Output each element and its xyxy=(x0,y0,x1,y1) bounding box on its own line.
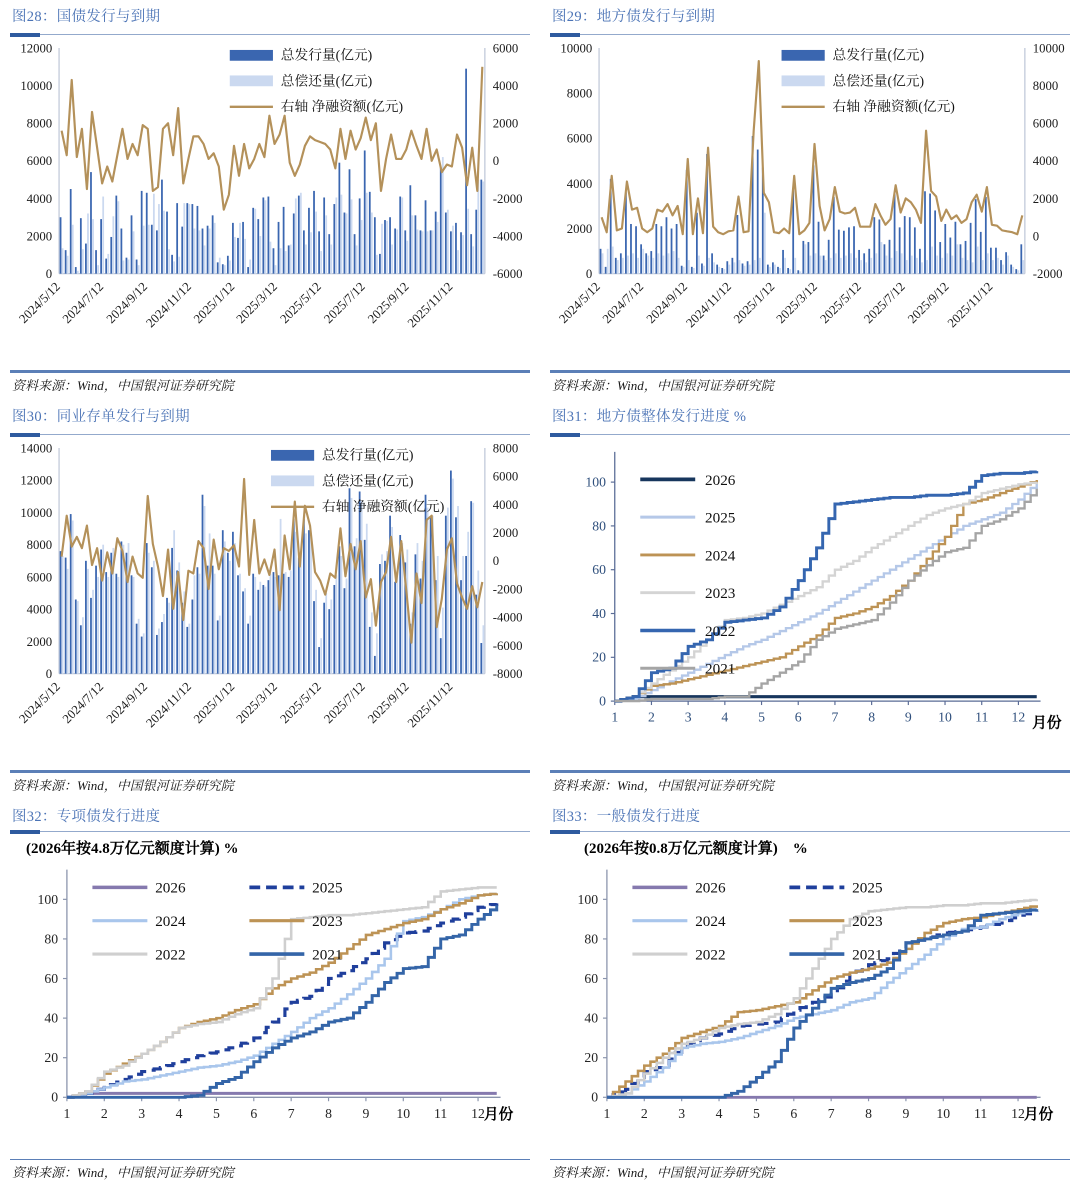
svg-text:6000: 6000 xyxy=(492,469,519,484)
figure-32-title: 图32：专项债发行进度 xyxy=(12,809,161,825)
svg-text:0: 0 xyxy=(1032,229,1040,244)
svg-text:0: 0 xyxy=(599,693,606,709)
svg-text:10: 10 xyxy=(396,1106,411,1122)
svg-text:2023: 2023 xyxy=(312,913,343,931)
svg-text:-2000: -2000 xyxy=(492,191,523,206)
svg-text:4000: 4000 xyxy=(1032,154,1059,169)
svg-text:6: 6 xyxy=(794,709,802,725)
svg-text:2: 2 xyxy=(100,1106,108,1122)
svg-text:12: 12 xyxy=(1011,1106,1025,1122)
figure-33-panel xyxy=(540,800,1080,1187)
svg-text:6000: 6000 xyxy=(566,131,593,146)
svg-text:2021: 2021 xyxy=(852,946,883,964)
svg-text:8000: 8000 xyxy=(566,86,593,101)
svg-text:9: 9 xyxy=(362,1106,370,1122)
svg-text:9: 9 xyxy=(902,1106,910,1122)
title-rule xyxy=(550,830,1070,832)
svg-text:20: 20 xyxy=(44,1050,59,1066)
svg-text:12: 12 xyxy=(471,1106,485,1122)
svg-text:2026: 2026 xyxy=(705,471,736,489)
svg-text:-2000: -2000 xyxy=(1032,267,1063,282)
svg-text:4000: 4000 xyxy=(26,602,53,617)
svg-text:4: 4 xyxy=(721,709,729,725)
svg-text:2025/7/12: 2025/7/12 xyxy=(861,279,908,327)
svg-text:10000: 10000 xyxy=(560,41,593,56)
svg-text:0: 0 xyxy=(492,154,500,169)
svg-text:8000: 8000 xyxy=(26,116,53,131)
svg-text:60: 60 xyxy=(44,971,59,987)
svg-text:1: 1 xyxy=(63,1106,71,1122)
source-note: 资料来源：Wind，中国银河证券研究院 xyxy=(12,1165,234,1180)
svg-text:2025/5/12: 2025/5/12 xyxy=(817,279,864,327)
title-rule xyxy=(10,430,530,435)
svg-text:2026: 2026 xyxy=(155,879,186,897)
figure-30-title: 图30：同业存单发行与到期 xyxy=(12,409,190,425)
svg-text:右轴 净融资额(亿元): 右轴 净融资额(亿元) xyxy=(832,98,955,114)
title-rule xyxy=(10,830,530,832)
svg-text:2000: 2000 xyxy=(26,634,53,649)
svg-text:2026: 2026 xyxy=(695,879,726,897)
svg-text:0: 0 xyxy=(492,554,500,569)
svg-text:2024/11/12: 2024/11/12 xyxy=(143,279,195,331)
svg-text:7: 7 xyxy=(287,1106,295,1122)
source-note: 资料来源：Wind，中国银河证券研究院 xyxy=(552,378,774,393)
svg-text:8: 8 xyxy=(868,709,876,725)
svg-text:100: 100 xyxy=(577,891,599,907)
svg-text:2000: 2000 xyxy=(492,526,519,541)
figure-32-chart xyxy=(10,859,530,1159)
svg-text:月份: 月份 xyxy=(483,1107,514,1124)
svg-text:4: 4 xyxy=(175,1106,183,1122)
figure-30-chart xyxy=(10,437,530,769)
svg-text:7: 7 xyxy=(827,1106,835,1122)
svg-text:2000: 2000 xyxy=(566,221,593,236)
figure-28-panel xyxy=(0,0,540,400)
svg-text:80: 80 xyxy=(592,518,606,534)
svg-text:2024/7/12: 2024/7/12 xyxy=(59,679,107,727)
svg-text:4: 4 xyxy=(715,1106,723,1122)
svg-text:2025/5/12: 2025/5/12 xyxy=(277,279,324,327)
svg-text:2021: 2021 xyxy=(705,660,736,678)
svg-text:2024/7/12: 2024/7/12 xyxy=(599,279,647,327)
figure-33-chart xyxy=(550,859,1070,1159)
source-note: 资料来源：Wind，中国银河证券研究院 xyxy=(12,378,234,393)
svg-text:2024/9/12: 2024/9/12 xyxy=(103,279,151,327)
svg-text:3: 3 xyxy=(684,709,692,725)
svg-text:4000: 4000 xyxy=(566,176,593,191)
svg-text:-6000: -6000 xyxy=(492,267,523,282)
svg-text:4000: 4000 xyxy=(492,497,519,512)
title-rule xyxy=(550,30,1070,35)
svg-text:6000: 6000 xyxy=(1032,116,1059,131)
svg-text:2: 2 xyxy=(648,709,655,725)
svg-text:11: 11 xyxy=(975,709,989,725)
figure-29-panel xyxy=(540,0,1080,400)
svg-text:60: 60 xyxy=(592,562,606,578)
rule-accent xyxy=(550,433,580,437)
svg-text:1: 1 xyxy=(603,1106,611,1122)
svg-text:10000: 10000 xyxy=(20,79,53,94)
svg-text:右轴 净融资额(亿元): 右轴 净融资额(亿元) xyxy=(322,498,445,514)
svg-text:10: 10 xyxy=(938,709,952,725)
svg-text:8000: 8000 xyxy=(26,538,53,553)
svg-text:8: 8 xyxy=(865,1106,872,1122)
svg-text:6000: 6000 xyxy=(26,154,53,169)
svg-text:2025: 2025 xyxy=(705,509,736,527)
svg-text:总偿还量(亿元): 总偿还量(亿元) xyxy=(322,473,414,489)
svg-text:2024: 2024 xyxy=(695,913,726,931)
svg-text:20: 20 xyxy=(584,1050,599,1066)
figure-31-title: 图31：地方债整体发行进度 % xyxy=(552,409,747,425)
svg-text:2024/5/12: 2024/5/12 xyxy=(16,279,63,327)
svg-text:6: 6 xyxy=(250,1106,258,1122)
svg-text:月份: 月份 xyxy=(1032,715,1062,732)
svg-text:2024/9/12: 2024/9/12 xyxy=(103,679,151,727)
svg-text:2024/5/12: 2024/5/12 xyxy=(16,679,63,727)
svg-text:8000: 8000 xyxy=(1032,79,1059,94)
title-rule xyxy=(550,430,1070,435)
svg-text:2023: 2023 xyxy=(852,913,883,931)
svg-text:9: 9 xyxy=(904,709,912,725)
svg-text:2025/1/12: 2025/1/12 xyxy=(730,279,778,327)
svg-text:2024: 2024 xyxy=(705,547,736,565)
svg-text:2025: 2025 xyxy=(852,879,883,897)
svg-text:右轴 净融资额(亿元): 右轴 净融资额(亿元) xyxy=(280,98,404,114)
svg-text:2022: 2022 xyxy=(155,946,186,964)
svg-text:总偿还量(亿元): 总偿还量(亿元) xyxy=(280,73,373,89)
rule-accent xyxy=(10,830,40,834)
svg-text:2022: 2022 xyxy=(695,946,726,964)
svg-text:2025/1/12: 2025/1/12 xyxy=(190,279,238,327)
source-note: 资料来源：Wind，中国银河证券研究院 xyxy=(552,778,774,793)
svg-text:2024: 2024 xyxy=(155,913,186,931)
figure-28-chart xyxy=(10,37,530,369)
svg-text:100: 100 xyxy=(37,891,59,907)
svg-text:40: 40 xyxy=(584,1010,599,1026)
svg-text:0: 0 xyxy=(45,267,53,282)
svg-text:3: 3 xyxy=(138,1106,146,1122)
svg-text:2000: 2000 xyxy=(1032,191,1059,206)
svg-text:11: 11 xyxy=(434,1106,448,1122)
svg-text:2025/11/12: 2025/11/12 xyxy=(404,679,456,731)
svg-text:2021: 2021 xyxy=(312,946,343,964)
svg-text:2025/1/12: 2025/1/12 xyxy=(190,679,238,727)
svg-text:月份: 月份 xyxy=(1023,1107,1054,1124)
svg-text:2025/7/12: 2025/7/12 xyxy=(321,279,368,327)
svg-text:12: 12 xyxy=(1011,709,1026,725)
figure-29-chart xyxy=(550,37,1070,369)
svg-text:8: 8 xyxy=(325,1106,332,1122)
svg-text:40: 40 xyxy=(592,605,606,621)
svg-text:40: 40 xyxy=(44,1010,59,1026)
figure-32-subtitle: (2026年按4.8万亿元额度计算) % xyxy=(26,841,239,858)
svg-text:2024/5/12: 2024/5/12 xyxy=(556,279,603,327)
svg-text:10000: 10000 xyxy=(20,505,53,520)
figure-28-title: 图28：国债发行与到期 xyxy=(12,9,161,25)
svg-text:5: 5 xyxy=(212,1106,220,1122)
svg-text:0: 0 xyxy=(585,267,593,282)
svg-text:2025/7/12: 2025/7/12 xyxy=(321,679,368,727)
svg-text:8000: 8000 xyxy=(492,441,519,456)
svg-text:2024/7/12: 2024/7/12 xyxy=(59,279,107,327)
svg-text:2023: 2023 xyxy=(705,585,736,603)
svg-text:-2000: -2000 xyxy=(492,582,523,597)
svg-text:2025/9/12: 2025/9/12 xyxy=(365,679,412,727)
figure-33-title: 图33：一般债发行进度 xyxy=(552,809,701,825)
figure-31-chart xyxy=(550,437,1070,769)
figure-31-panel xyxy=(540,400,1080,800)
svg-text:5: 5 xyxy=(752,1106,760,1122)
svg-text:12000: 12000 xyxy=(20,473,53,488)
source-note: 资料来源：Wind，中国银河证券研究院 xyxy=(12,778,234,793)
svg-text:80: 80 xyxy=(44,931,59,947)
svg-text:2025/3/12: 2025/3/12 xyxy=(233,679,281,727)
svg-text:4000: 4000 xyxy=(26,191,53,206)
svg-text:-6000: -6000 xyxy=(492,638,523,653)
svg-text:14000: 14000 xyxy=(20,441,53,456)
svg-text:3: 3 xyxy=(678,1106,686,1122)
svg-text:-8000: -8000 xyxy=(492,667,523,682)
title-rule xyxy=(10,30,530,35)
svg-text:2025/5/12: 2025/5/12 xyxy=(277,679,324,727)
svg-text:2025/11/12: 2025/11/12 xyxy=(404,279,456,331)
svg-text:总发行量(亿元): 总发行量(亿元) xyxy=(832,47,925,63)
svg-text:60: 60 xyxy=(584,971,599,987)
svg-text:100: 100 xyxy=(585,474,606,490)
figure-30-panel xyxy=(0,400,540,800)
svg-text:2024/11/12: 2024/11/12 xyxy=(683,279,735,331)
svg-text:0: 0 xyxy=(51,1089,59,1105)
rule-accent xyxy=(10,33,40,37)
svg-text:总偿还量(亿元): 总偿还量(亿元) xyxy=(832,73,925,89)
svg-text:-4000: -4000 xyxy=(492,229,523,244)
svg-text:12000: 12000 xyxy=(20,41,53,56)
svg-text:11: 11 xyxy=(974,1106,988,1122)
svg-text:5: 5 xyxy=(758,709,765,725)
rule-accent xyxy=(10,433,40,437)
svg-text:2000: 2000 xyxy=(492,116,519,131)
svg-text:2022: 2022 xyxy=(705,622,736,640)
svg-text:2024/9/12: 2024/9/12 xyxy=(643,279,691,327)
svg-text:2025/3/12: 2025/3/12 xyxy=(233,279,281,327)
figure-29-title: 图29：地方债发行与到期 xyxy=(552,9,716,25)
svg-text:2025: 2025 xyxy=(312,879,343,897)
svg-text:6: 6 xyxy=(790,1106,798,1122)
svg-text:1: 1 xyxy=(611,709,619,725)
source-note: 资料来源：Wind，中国银河证券研究院 xyxy=(552,1165,774,1180)
svg-text:总发行量(亿元): 总发行量(亿元) xyxy=(280,47,373,63)
figure-33-subtitle: (2026年按0.8万亿元额度计算) % xyxy=(584,841,808,858)
rule-accent xyxy=(550,33,580,37)
svg-text:2025/9/12: 2025/9/12 xyxy=(365,279,412,327)
svg-text:总发行量(亿元): 总发行量(亿元) xyxy=(322,447,414,463)
svg-text:10: 10 xyxy=(936,1106,951,1122)
svg-text:2025/9/12: 2025/9/12 xyxy=(905,279,952,327)
rule-accent xyxy=(550,830,580,834)
svg-text:2: 2 xyxy=(640,1106,648,1122)
svg-text:2024/11/12: 2024/11/12 xyxy=(143,679,195,731)
svg-text:4000: 4000 xyxy=(492,79,519,94)
figure-32-panel xyxy=(0,800,540,1187)
svg-text:6000: 6000 xyxy=(26,570,53,585)
svg-text:7: 7 xyxy=(831,709,839,725)
svg-text:2025/3/12: 2025/3/12 xyxy=(773,279,821,327)
svg-text:10000: 10000 xyxy=(1032,41,1065,56)
svg-text:2000: 2000 xyxy=(26,229,53,244)
svg-text:6000: 6000 xyxy=(492,41,519,56)
svg-text:-4000: -4000 xyxy=(492,610,523,625)
svg-text:80: 80 xyxy=(584,931,599,947)
svg-text:0: 0 xyxy=(591,1089,599,1105)
svg-text:2025/11/12: 2025/11/12 xyxy=(944,279,996,331)
svg-text:20: 20 xyxy=(592,649,606,665)
svg-text:0: 0 xyxy=(45,667,53,682)
